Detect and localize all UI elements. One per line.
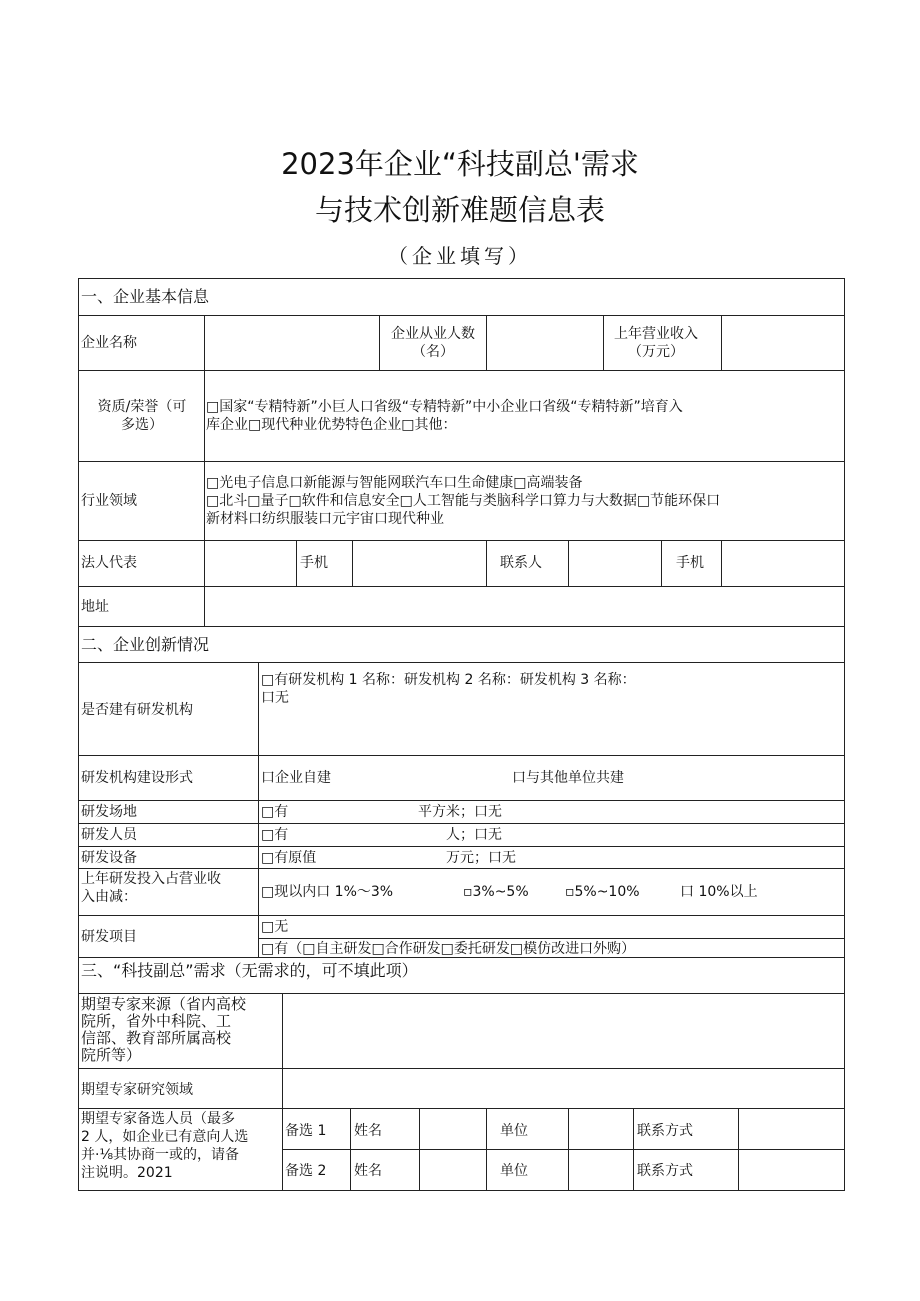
expert-source-label: 期望专家来源（省内高校 院所，省外中科院、工 信部、教育部所属高校 院所等）	[81, 995, 247, 1064]
section-heading-vice-president: 三、“科技副总”需求（无需求的，可不填此项）	[81, 961, 418, 980]
rd-form-self[interactable]: 口企业自建	[261, 770, 331, 786]
candidate-2-label: 备选 2	[285, 1163, 327, 1179]
rd-equipment-label: 研发设备	[81, 850, 137, 866]
expert-candidates-label: 期望专家备选人员（最多 2 人，如企业已有意向人选 并·⅛其协商一或的，请备 注说明。2021	[81, 1111, 249, 1181]
rd-ratio-opt-2[interactable]: ▫3%~5%	[463, 884, 529, 900]
industry-label: 行业领域	[81, 493, 137, 509]
candidate-1-unit-label: 单位	[500, 1123, 528, 1139]
rd-form-joint[interactable]: 口与其他单位共建	[512, 770, 624, 786]
qualification-label: 资质/荣誉（可 多选）	[97, 399, 187, 433]
qualification-options[interactable]: □国家“专精特新”小巨人口省级“专精特新”中小企业口省级“专精特新”培育入 库企业□现代种业优势特色企业□其他：	[206, 399, 683, 433]
legal-rep-label: 法人代表	[81, 555, 137, 571]
document-title-line1: 2023年企业“科技副总'需求	[281, 147, 639, 181]
rd-form-label: 研发机构建设形式	[81, 770, 193, 786]
rd-site-area[interactable]: 平方米；口无	[418, 804, 502, 820]
industry-options[interactable]: □光电子信息口新能源与智能网联汽车口生命健康□高端装备 □北斗□量子□软件和信息安全□人工智能与类脑科学口算力与大数据□节能环保口 新材料口纺织服装口元宇宙口现代种业	[206, 475, 721, 527]
candidate-2-unit-label: 单位	[500, 1163, 528, 1179]
rd-staff-yes[interactable]: □有	[261, 827, 289, 843]
candidate-2-name-label: 姓名	[354, 1163, 382, 1179]
rd-institution-label: 是否建有研发机构	[81, 702, 193, 718]
expert-field-label: 期望专家研究领域	[81, 1082, 193, 1098]
employees-label: 企业从业人数 （名）	[391, 326, 475, 360]
mobile-label-2: 手机	[676, 555, 704, 571]
contact-label: 联系人	[500, 555, 542, 571]
rd-equipment-yes[interactable]: □有原值	[261, 850, 317, 866]
rd-staff-count[interactable]: 人；口无	[446, 827, 502, 843]
rd-ratio-opt-1[interactable]: □现以内口 1%～3%	[261, 884, 394, 900]
rd-project-types[interactable]: □有（□自主研发□合作研发□委托研发□模仿改进口外购）	[261, 941, 636, 957]
section-heading-innovation: 二、企业创新情况	[81, 635, 210, 654]
candidate-1-label: 备选 1	[285, 1123, 327, 1139]
candidate-1-name-label: 姓名	[354, 1123, 382, 1139]
rd-site-label: 研发场地	[81, 804, 137, 820]
section-heading-basic-info: 一、企业基本信息	[81, 287, 210, 306]
rd-ratio-opt-4[interactable]: 口 10%以上	[680, 884, 758, 900]
rd-institution-options[interactable]: □有研发机构 1 名称：研发机构 2 名称：研发机构 3 名称： 口无	[261, 672, 636, 706]
rd-staff-label: 研发人员	[81, 827, 137, 843]
candidate-2-contact-label: 联系方式	[637, 1163, 693, 1179]
candidate-1-contact-label: 联系方式	[637, 1123, 693, 1139]
revenue-label: 上年营业收入 （万元）	[614, 326, 698, 360]
rd-ratio-opt-3[interactable]: ▫5%~10%	[565, 884, 640, 900]
rd-site-yes[interactable]: □有	[261, 804, 289, 820]
document-subtitle: （企业填写）	[388, 244, 532, 268]
company-name-label: 企业名称	[81, 335, 137, 351]
rd-project-label: 研发项目	[81, 929, 137, 945]
document-title-line2: 与技术创新难题信息表	[314, 193, 605, 227]
rd-project-none[interactable]: □无	[261, 919, 289, 935]
address-label: 地址	[81, 599, 109, 615]
mobile-label-1: 手机	[300, 555, 328, 571]
rd-ratio-label: 上年研发投入占营业收 入由减：	[81, 871, 221, 905]
rd-equipment-value[interactable]: 万元；口无	[446, 850, 516, 866]
